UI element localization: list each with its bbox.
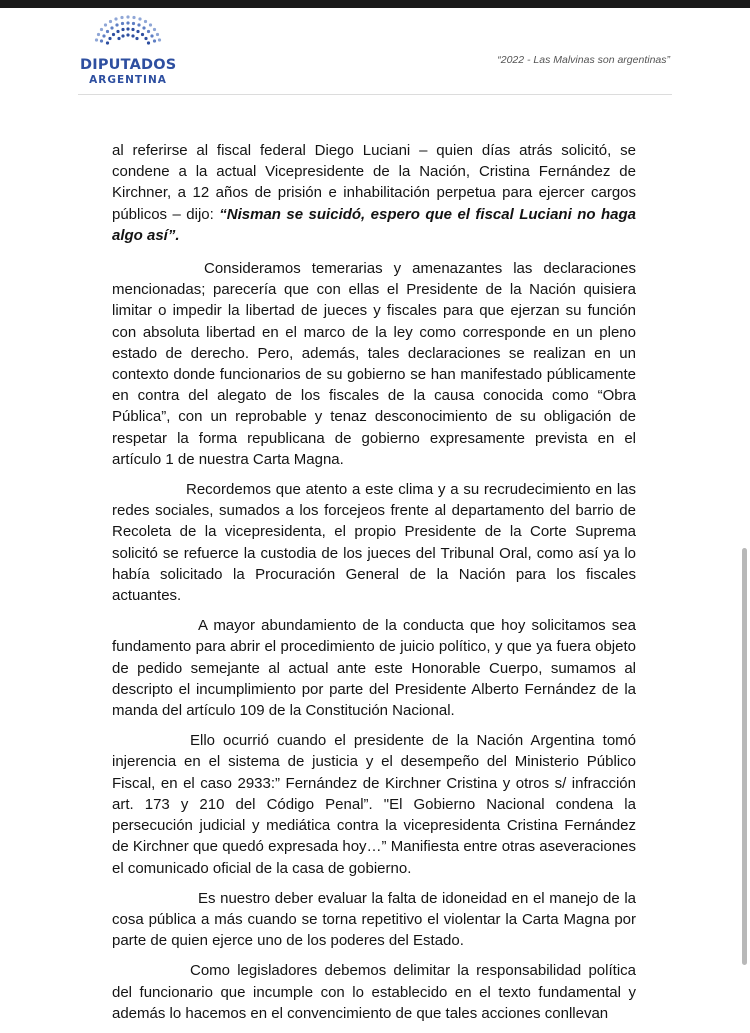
paragraph-5: Ello ocurrió cuando el presidente de la Nación Argentina tomó injerencia en el sistema de justicia y el desempeño del Ministerio Público Fiscal, en el caso 2933:” Fernández de Kirchner Cristina y otros s/ infracción art. 173 y 210 del Código Penal”. "El Gobierno Nacional condena la persecución judicial y mediática contra la vicepresidenta Cristina Fernández de Kirchner que quedó expresada hoy…” Manifiesta entre otras aseveraciones el comunicado oficial de la casa de gobierno. <box>112 732 636 877</box>
paragraph-2: Consideramos temerarias y amenazantes las declaraciones mencionadas; parecería que con ellas el Presidente de la Nación quisiera limitar o impedir la libertad de jueces y fiscales para que ejerzan su función con absoluta libertad en el marco de la ley como corresponde en un pleno estado de derecho. Pero, además, tales declaraciones se realizan en un contexto donde funcionarios de su gobierno se han manifestado públicamente en contra del alegato de los fiscales de la causa conocida como “Obra Pública”, con un reprobable y tenaz desconocimiento de su obligación de respetar la forma republicana de gobierno expresamente prevista en el artículo 1 de nuestra Carta Magna. <box>112 260 636 468</box>
logo-subtitle: ARGENTINA <box>89 74 167 86</box>
logo-title: DIPUTADOS <box>80 57 177 73</box>
header-motto: “2022 - Las Malvinas son argentinas” <box>497 54 670 66</box>
diputados-logo <box>80 12 176 90</box>
paragraph-6: Es nuestro deber evaluar la falta de idoneidad en el manejo de la cosa pública a más cuando se torna repetitivo el violentar la Carta Magna por parte de quien ejerce uno de los poderes del Estado. <box>112 889 636 950</box>
paragraph-1-text: al referirse al fiscal federal Diego Luciani – quien días atrás solicitó, se condene a la actual Vicepresidente de la Nación, Cristina Fernández de Kirchner, a 12 años de prisión e inhabilitación perpetua para ejercer cargos públicos – dijo: <box>112 142 636 223</box>
paragraph-1 <box>112 140 636 246</box>
vertical-scrollbar[interactable] <box>742 548 747 965</box>
header-divider <box>78 94 672 95</box>
top-dark-bar <box>0 0 750 8</box>
document-body <box>112 140 636 1033</box>
chamber-dome-icon <box>92 12 164 56</box>
document-header <box>0 8 750 90</box>
paragraph-7: Como legisladores debemos delimitar la responsabilidad política del funcionario que incumple con lo establecido en el texto fundamental y además lo hacemos en el convencimiento de que tales acciones conllevan <box>112 962 636 1022</box>
paragraph-4: A mayor abundamiento de la conducta que hoy solicitamos sea fundamento para abrir el procedimiento de juicio político, y que ya fuera objeto de pedido semejante al actual ante este Honorable Cuerpo, sumamos al descripto el incumplimiento por parte del Presidente Alberto Fernández de la manda del artículo 109 de la Constitución Nacional. <box>112 617 636 720</box>
paragraph-3: Recordemos que atento a este clima y a su recrudecimiento en las redes sociales, sumados a los forcejeos frente al departamento del barrio de Recoleta de la vicepresidenta, el propio Presidente de la Corte Suprema solicitó se refuerce la custodia de los jueces del Tribunal Oral, como así ya lo había solicitado la Procuración General de la Nación para los fiscales actuantes. <box>112 481 636 605</box>
nisman-quote: “Nisman se suicidó, espero que el fiscal Luciani no haga algo así”. <box>112 205 636 244</box>
